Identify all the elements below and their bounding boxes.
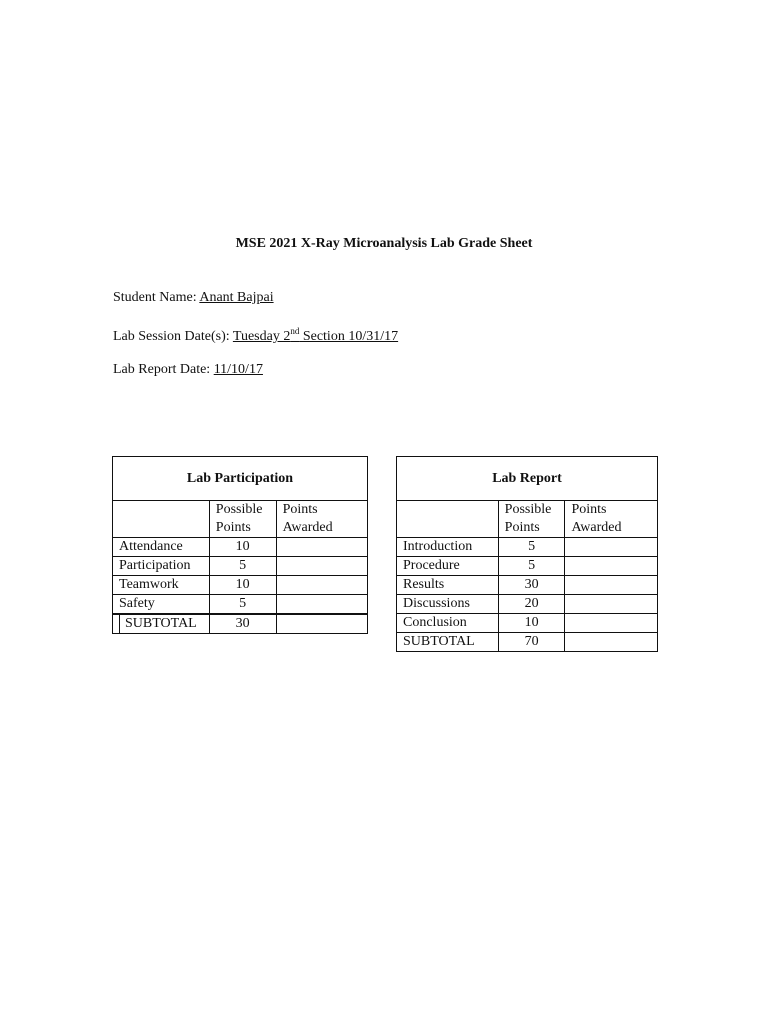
row-label: Conclusion xyxy=(397,614,499,633)
row-points: 5 xyxy=(209,595,276,614)
row-points: 10 xyxy=(209,576,276,595)
row-awarded[interactable] xyxy=(565,614,658,633)
table-row xyxy=(113,576,368,595)
row-awarded[interactable] xyxy=(276,557,367,576)
row-awarded[interactable] xyxy=(565,595,658,614)
row-label: Procedure xyxy=(397,557,499,576)
row-label: Teamwork xyxy=(113,576,210,595)
student-name-value: Anant Bajpai xyxy=(199,290,274,305)
participation-blank-header xyxy=(113,501,210,538)
row-points: 20 xyxy=(498,595,565,614)
row-awarded[interactable] xyxy=(565,576,658,595)
table-row xyxy=(397,595,658,614)
session-date-field xyxy=(113,326,398,345)
table-row xyxy=(113,595,368,614)
subtotal-row xyxy=(113,615,368,634)
report-table xyxy=(396,456,658,652)
row-awarded[interactable] xyxy=(276,538,367,557)
subtotal-points: 70 xyxy=(498,633,565,652)
session-date-ordinal: nd xyxy=(290,326,300,336)
subtotal-label: SUBTOTAL xyxy=(397,633,499,652)
row-awarded[interactable] xyxy=(276,595,367,614)
participation-table-title: Lab Participation xyxy=(113,457,368,501)
student-name-label: Student Name: xyxy=(113,290,200,305)
table-row xyxy=(397,538,658,557)
row-points: 5 xyxy=(498,557,565,576)
subtotal-row xyxy=(397,633,658,652)
row-label: Attendance xyxy=(113,538,210,557)
session-date-day: Tuesday 2 xyxy=(232,329,291,344)
participation-table xyxy=(112,456,368,634)
row-label: Safety xyxy=(113,595,210,614)
report-date-value: 11/10/17 xyxy=(213,362,263,377)
row-label: Participation xyxy=(113,557,210,576)
table-row xyxy=(113,557,368,576)
page-title: MSE 2021 X-Ray Microanalysis Lab Grade Sheet xyxy=(235,236,533,251)
report-awarded-header: Points Awarded xyxy=(565,501,658,538)
row-points: 10 xyxy=(209,538,276,557)
row-points: 30 xyxy=(498,576,565,595)
subtotal-points: 30 xyxy=(209,615,276,634)
subtotal-awarded[interactable] xyxy=(565,633,658,652)
table-row xyxy=(397,614,658,633)
report-date-label: Lab Report Date: xyxy=(113,362,214,377)
row-label: Discussions xyxy=(397,595,499,614)
row-points: 5 xyxy=(498,538,565,557)
session-date-value xyxy=(232,326,399,344)
subtotal-label: SUBTOTAL xyxy=(113,615,210,634)
session-date-label: Lab Session Date(s): xyxy=(113,329,233,344)
session-date-section: Section 10/31/17 xyxy=(299,329,399,344)
row-awarded[interactable] xyxy=(276,576,367,595)
row-awarded[interactable] xyxy=(565,557,658,576)
report-possible-header: Possible Points xyxy=(498,501,565,538)
table-row xyxy=(397,576,658,595)
row-label: Results xyxy=(397,576,499,595)
subtotal-awarded[interactable] xyxy=(276,615,367,634)
student-name-field xyxy=(113,290,274,306)
participation-awarded-header: Points Awarded xyxy=(276,501,367,538)
row-points: 5 xyxy=(209,557,276,576)
table-row xyxy=(397,557,658,576)
report-blank-header xyxy=(397,501,499,538)
report-table-title: Lab Report xyxy=(397,457,658,501)
row-awarded[interactable] xyxy=(565,538,658,557)
row-points: 10 xyxy=(498,614,565,633)
report-date-field xyxy=(113,362,263,378)
row-label: Introduction xyxy=(397,538,499,557)
participation-possible-header: Possible Points xyxy=(209,501,276,538)
table-row xyxy=(113,538,368,557)
